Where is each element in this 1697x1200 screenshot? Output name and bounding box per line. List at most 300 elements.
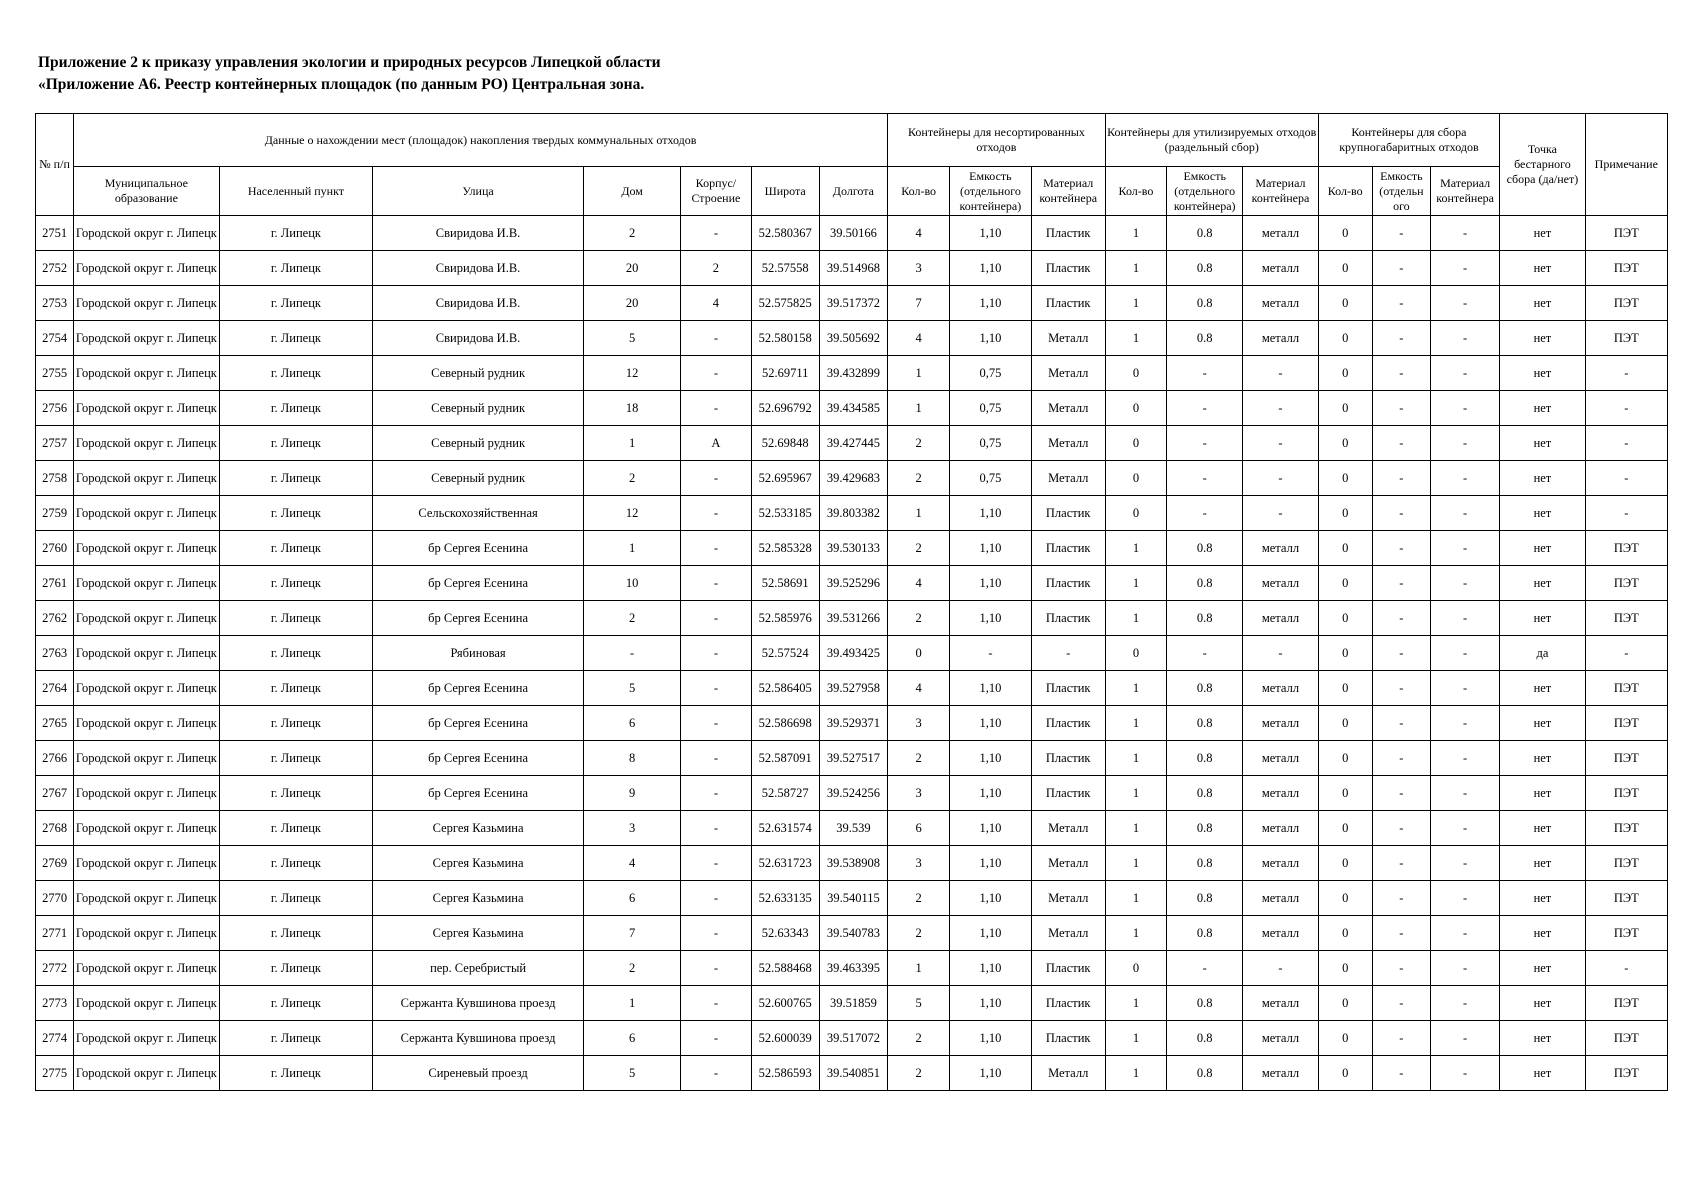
cell-recyclable-capacity: 0.8 <box>1167 601 1243 636</box>
cell-recyclable-capacity: 0.8 <box>1167 1056 1243 1091</box>
cell-num: 2773 <box>36 986 74 1021</box>
table-row <box>36 426 1668 461</box>
cell-bulky-material: - <box>1430 881 1499 916</box>
cell-street: Сергея Казьмина <box>373 846 584 881</box>
cell-unsorted-capacity: 1,10 <box>950 776 1031 811</box>
cell-unsorted-material: Металл <box>1031 461 1105 496</box>
header-street: Улица <box>373 167 584 216</box>
cell-house: 8 <box>583 741 680 776</box>
cell-note: ПЭТ <box>1585 846 1667 881</box>
cell-recyclable-capacity: 0.8 <box>1167 706 1243 741</box>
cell-house: 1 <box>583 426 680 461</box>
cell-bagless-point: да <box>1500 636 1585 671</box>
cell-settlement: г. Липецк <box>219 986 373 1021</box>
cell-unsorted-count: 3 <box>888 706 950 741</box>
cell-house: 12 <box>583 496 680 531</box>
cell-building: - <box>681 496 751 531</box>
cell-num: 2759 <box>36 496 74 531</box>
cell-unsorted-material: Пластик <box>1031 706 1105 741</box>
cell-bagless-point: нет <box>1500 846 1585 881</box>
cell-unsorted-count: 4 <box>888 671 950 706</box>
cell-settlement: г. Липецк <box>219 566 373 601</box>
header-bulky-count: Кол-во <box>1318 167 1372 216</box>
cell-building: - <box>681 1021 751 1056</box>
cell-unsorted-material: Пластик <box>1031 251 1105 286</box>
table-header <box>36 114 1668 216</box>
cell-longitude: 39.514968 <box>819 251 887 286</box>
cell-bulky-capacity: - <box>1372 706 1430 741</box>
cell-bulky-capacity: - <box>1372 356 1430 391</box>
cell-unsorted-count: 3 <box>888 776 950 811</box>
cell-recyclable-capacity: - <box>1167 461 1243 496</box>
cell-bulky-capacity: - <box>1372 776 1430 811</box>
cell-building: - <box>681 356 751 391</box>
cell-building: - <box>681 216 751 251</box>
cell-municipality: Городской округ г. Липецк <box>74 286 220 321</box>
cell-unsorted-count: 2 <box>888 881 950 916</box>
cell-bulky-count: 0 <box>1318 881 1372 916</box>
cell-street: бр Сергея Есенина <box>373 531 584 566</box>
cell-building: - <box>681 846 751 881</box>
cell-bulky-capacity: - <box>1372 286 1430 321</box>
cell-unsorted-material: Пластик <box>1031 566 1105 601</box>
cell-note: ПЭТ <box>1585 216 1667 251</box>
cell-recyclable-capacity: 0.8 <box>1167 986 1243 1021</box>
header-latitude: Широта <box>751 167 819 216</box>
cell-longitude: 39.531266 <box>819 601 887 636</box>
cell-recyclable-capacity: - <box>1167 426 1243 461</box>
document-title <box>38 52 661 96</box>
cell-recyclable-count: 1 <box>1105 251 1166 286</box>
cell-bagless-point: нет <box>1500 1056 1585 1091</box>
title-line-1: Приложение 2 к приказу управления экологии и природных ресурсов Липецкой области <box>38 54 661 71</box>
cell-recyclable-count: 1 <box>1105 216 1166 251</box>
cell-building: - <box>681 741 751 776</box>
cell-longitude: 39.427445 <box>819 426 887 461</box>
table-row <box>36 286 1668 321</box>
cell-unsorted-count: 2 <box>888 1056 950 1091</box>
cell-unsorted-material: Металл <box>1031 881 1105 916</box>
cell-building: - <box>681 916 751 951</box>
cell-street: Сергея Казьмина <box>373 916 584 951</box>
cell-note: - <box>1585 391 1667 426</box>
cell-bagless-point: нет <box>1500 741 1585 776</box>
table-row <box>36 1056 1668 1091</box>
cell-bagless-point: нет <box>1500 706 1585 741</box>
table-row <box>36 741 1668 776</box>
container-sites-registry-table <box>35 113 1668 1091</box>
cell-recyclable-material: металл <box>1243 286 1318 321</box>
table-row <box>36 811 1668 846</box>
cell-note: ПЭТ <box>1585 706 1667 741</box>
cell-recyclable-count: 1 <box>1105 916 1166 951</box>
cell-bagless-point: нет <box>1500 426 1585 461</box>
cell-municipality: Городской округ г. Липецк <box>74 1021 220 1056</box>
header-building: Корпус/ Строение <box>681 167 751 216</box>
cell-unsorted-count: 1 <box>888 951 950 986</box>
header-house: Дом <box>583 167 680 216</box>
cell-bagless-point: нет <box>1500 671 1585 706</box>
cell-num: 2767 <box>36 776 74 811</box>
table-row <box>36 916 1668 951</box>
cell-recyclable-material: металл <box>1243 531 1318 566</box>
cell-recyclable-count: 0 <box>1105 496 1166 531</box>
cell-bulky-material: - <box>1430 391 1499 426</box>
cell-bulky-material: - <box>1430 251 1499 286</box>
cell-bulky-capacity: - <box>1372 426 1430 461</box>
cell-bulky-count: 0 <box>1318 356 1372 391</box>
cell-unsorted-count: 0 <box>888 636 950 671</box>
cell-unsorted-capacity: 0,75 <box>950 391 1031 426</box>
cell-bulky-capacity: - <box>1372 601 1430 636</box>
cell-note: ПЭТ <box>1585 776 1667 811</box>
cell-building: - <box>681 531 751 566</box>
cell-unsorted-count: 3 <box>888 251 950 286</box>
cell-num: 2756 <box>36 391 74 426</box>
cell-street: бр Сергея Есенина <box>373 671 584 706</box>
cell-latitude: 52.575825 <box>751 286 819 321</box>
cell-bulky-capacity: - <box>1372 251 1430 286</box>
table-row <box>36 986 1668 1021</box>
cell-bulky-material: - <box>1430 776 1499 811</box>
cell-note: ПЭТ <box>1585 916 1667 951</box>
cell-building: - <box>681 321 751 356</box>
cell-recyclable-material: металл <box>1243 916 1318 951</box>
cell-building: - <box>681 706 751 741</box>
cell-unsorted-material: Металл <box>1031 426 1105 461</box>
cell-street: Сельскохозяйственная <box>373 496 584 531</box>
cell-unsorted-capacity: 1,10 <box>950 916 1031 951</box>
cell-note: ПЭТ <box>1585 1056 1667 1091</box>
cell-bagless-point: нет <box>1500 391 1585 426</box>
cell-bulky-material: - <box>1430 706 1499 741</box>
cell-latitude: 52.58727 <box>751 776 819 811</box>
cell-settlement: г. Липецк <box>219 1056 373 1091</box>
cell-bulky-count: 0 <box>1318 741 1372 776</box>
cell-unsorted-material: Пластик <box>1031 1021 1105 1056</box>
cell-note: ПЭТ <box>1585 601 1667 636</box>
cell-recyclable-material: металл <box>1243 706 1318 741</box>
cell-recyclable-capacity: 0.8 <box>1167 216 1243 251</box>
cell-latitude: 52.631574 <box>751 811 819 846</box>
cell-bulky-capacity: - <box>1372 391 1430 426</box>
cell-longitude: 39.529371 <box>819 706 887 741</box>
cell-municipality: Городской округ г. Липецк <box>74 811 220 846</box>
cell-longitude: 39.527958 <box>819 671 887 706</box>
cell-recyclable-count: 1 <box>1105 811 1166 846</box>
cell-building: - <box>681 881 751 916</box>
cell-bulky-count: 0 <box>1318 216 1372 251</box>
cell-municipality: Городской округ г. Липецк <box>74 951 220 986</box>
cell-longitude: 39.540115 <box>819 881 887 916</box>
cell-municipality: Городской округ г. Липецк <box>74 881 220 916</box>
cell-unsorted-material: - <box>1031 636 1105 671</box>
cell-bagless-point: нет <box>1500 286 1585 321</box>
cell-recyclable-material: - <box>1243 636 1318 671</box>
cell-building: - <box>681 391 751 426</box>
cell-num: 2763 <box>36 636 74 671</box>
cell-municipality: Городской округ г. Липецк <box>74 776 220 811</box>
cell-settlement: г. Липецк <box>219 391 373 426</box>
cell-recyclable-capacity: - <box>1167 356 1243 391</box>
cell-note: ПЭТ <box>1585 251 1667 286</box>
cell-bulky-material: - <box>1430 601 1499 636</box>
cell-longitude: 39.50166 <box>819 216 887 251</box>
cell-longitude: 39.524256 <box>819 776 887 811</box>
cell-bulky-capacity: - <box>1372 741 1430 776</box>
cell-municipality: Городской округ г. Липецк <box>74 426 220 461</box>
cell-recyclable-material: металл <box>1243 251 1318 286</box>
cell-bulky-count: 0 <box>1318 391 1372 426</box>
cell-note: ПЭТ <box>1585 881 1667 916</box>
cell-settlement: г. Липецк <box>219 496 373 531</box>
cell-recyclable-count: 1 <box>1105 1056 1166 1091</box>
table-row <box>36 846 1668 881</box>
header-num: № п/п <box>36 114 74 216</box>
header-municipality: Муниципальное образование <box>74 167 220 216</box>
cell-street: бр Сергея Есенина <box>373 601 584 636</box>
cell-unsorted-material: Пластик <box>1031 601 1105 636</box>
cell-unsorted-capacity: 1,10 <box>950 671 1031 706</box>
cell-street: Свиридова И.В. <box>373 286 584 321</box>
cell-bulky-capacity: - <box>1372 461 1430 496</box>
cell-longitude: 39.517372 <box>819 286 887 321</box>
cell-unsorted-count: 3 <box>888 846 950 881</box>
cell-unsorted-capacity: 1,10 <box>950 601 1031 636</box>
cell-latitude: 52.587091 <box>751 741 819 776</box>
cell-bulky-count: 0 <box>1318 776 1372 811</box>
cell-note: ПЭТ <box>1585 1021 1667 1056</box>
cell-house: 10 <box>583 566 680 601</box>
cell-recyclable-capacity: 0.8 <box>1167 671 1243 706</box>
cell-bulky-capacity: - <box>1372 951 1430 986</box>
cell-settlement: г. Липецк <box>219 881 373 916</box>
cell-street: Сиреневый проезд <box>373 1056 584 1091</box>
cell-building: 4 <box>681 286 751 321</box>
cell-municipality: Городской округ г. Липецк <box>74 216 220 251</box>
cell-bulky-material: - <box>1430 1056 1499 1091</box>
cell-bulky-capacity: - <box>1372 881 1430 916</box>
cell-street: Сергея Казьмина <box>373 881 584 916</box>
cell-num: 2758 <box>36 461 74 496</box>
cell-unsorted-count: 6 <box>888 811 950 846</box>
cell-unsorted-material: Металл <box>1031 356 1105 391</box>
cell-unsorted-capacity: 1,10 <box>950 1056 1031 1091</box>
cell-bulky-material: - <box>1430 566 1499 601</box>
cell-municipality: Городской округ г. Липецк <box>74 461 220 496</box>
cell-longitude: 39.429683 <box>819 461 887 496</box>
cell-house: 5 <box>583 671 680 706</box>
header-recyclable-group: Контейнеры для утилизируемых отходов (раздельный сбор) <box>1105 114 1318 167</box>
cell-recyclable-capacity: 0.8 <box>1167 916 1243 951</box>
cell-recyclable-capacity: - <box>1167 496 1243 531</box>
cell-street: бр Сергея Есенина <box>373 741 584 776</box>
cell-unsorted-capacity: 1,10 <box>950 986 1031 1021</box>
cell-recyclable-count: 1 <box>1105 986 1166 1021</box>
cell-street: бр Сергея Есенина <box>373 566 584 601</box>
cell-bagless-point: нет <box>1500 251 1585 286</box>
cell-num: 2760 <box>36 531 74 566</box>
cell-settlement: г. Липецк <box>219 741 373 776</box>
title-line-2: «Приложение А6. Реестр контейнерных площадок (по данным РО) Центральная зона. <box>38 76 645 93</box>
cell-unsorted-count: 5 <box>888 986 950 1021</box>
cell-municipality: Городской округ г. Липецк <box>74 1056 220 1091</box>
cell-municipality: Городской округ г. Липецк <box>74 846 220 881</box>
cell-bulky-capacity: - <box>1372 1021 1430 1056</box>
cell-bulky-material: - <box>1430 671 1499 706</box>
cell-street: Свиридова И.В. <box>373 216 584 251</box>
cell-recyclable-material: - <box>1243 461 1318 496</box>
cell-recyclable-material: металл <box>1243 776 1318 811</box>
cell-note: - <box>1585 951 1667 986</box>
cell-settlement: г. Липецк <box>219 846 373 881</box>
cell-bulky-material: - <box>1430 846 1499 881</box>
cell-num: 2766 <box>36 741 74 776</box>
header-unsorted-group: Контейнеры для несортированных отходов <box>888 114 1106 167</box>
cell-longitude: 39.538908 <box>819 846 887 881</box>
header-unsorted-capacity: Емкость (отдельного контейнера) <box>950 167 1031 216</box>
cell-municipality: Городской округ г. Липецк <box>74 496 220 531</box>
cell-recyclable-capacity: 0.8 <box>1167 776 1243 811</box>
cell-recyclable-material: металл <box>1243 846 1318 881</box>
cell-latitude: 52.63343 <box>751 916 819 951</box>
cell-latitude: 52.585976 <box>751 601 819 636</box>
cell-bagless-point: нет <box>1500 531 1585 566</box>
cell-bulky-material: - <box>1430 426 1499 461</box>
cell-recyclable-capacity: - <box>1167 951 1243 986</box>
cell-num: 2775 <box>36 1056 74 1091</box>
cell-latitude: 52.580158 <box>751 321 819 356</box>
cell-bagless-point: нет <box>1500 601 1585 636</box>
cell-recyclable-count: 0 <box>1105 426 1166 461</box>
cell-unsorted-capacity: 1,10 <box>950 321 1031 356</box>
cell-unsorted-capacity: 1,10 <box>950 531 1031 566</box>
cell-municipality: Городской округ г. Липецк <box>74 916 220 951</box>
cell-bagless-point: нет <box>1500 496 1585 531</box>
cell-note: ПЭТ <box>1585 286 1667 321</box>
cell-bagless-point: нет <box>1500 1021 1585 1056</box>
cell-unsorted-material: Пластик <box>1031 531 1105 566</box>
cell-municipality: Городской округ г. Липецк <box>74 741 220 776</box>
header-bulky-capacity: Емкость (отдельн ого <box>1372 167 1430 216</box>
cell-recyclable-capacity: 0.8 <box>1167 881 1243 916</box>
cell-num: 2752 <box>36 251 74 286</box>
cell-unsorted-count: 2 <box>888 1021 950 1056</box>
header-unsorted-material: Материал контейнера <box>1031 167 1105 216</box>
header-bagless-point: Точка бестарного сбора (да/нет) <box>1500 114 1585 216</box>
cell-recyclable-capacity: 0.8 <box>1167 846 1243 881</box>
cell-longitude: 39.530133 <box>819 531 887 566</box>
cell-bulky-count: 0 <box>1318 426 1372 461</box>
cell-municipality: Городской округ г. Липецк <box>74 601 220 636</box>
cell-unsorted-material: Пластик <box>1031 776 1105 811</box>
cell-bulky-material: - <box>1430 1021 1499 1056</box>
cell-unsorted-count: 7 <box>888 286 950 321</box>
cell-note: ПЭТ <box>1585 811 1667 846</box>
cell-recyclable-material: - <box>1243 426 1318 461</box>
cell-bulky-capacity: - <box>1372 1056 1430 1091</box>
cell-note: ПЭТ <box>1585 321 1667 356</box>
cell-settlement: г. Липецк <box>219 951 373 986</box>
cell-recyclable-capacity: 0.8 <box>1167 566 1243 601</box>
cell-recyclable-count: 1 <box>1105 776 1166 811</box>
cell-bulky-capacity: - <box>1372 636 1430 671</box>
cell-municipality: Городской округ г. Липецк <box>74 251 220 286</box>
cell-building: - <box>681 671 751 706</box>
header-recyclable-count: Кол-во <box>1105 167 1166 216</box>
cell-note: - <box>1585 356 1667 391</box>
header-recyclable-material: Материал контейнера <box>1243 167 1318 216</box>
cell-note: - <box>1585 461 1667 496</box>
cell-unsorted-count: 2 <box>888 916 950 951</box>
cell-unsorted-material: Металл <box>1031 811 1105 846</box>
cell-house: 6 <box>583 881 680 916</box>
cell-bagless-point: нет <box>1500 951 1585 986</box>
cell-unsorted-material: Пластик <box>1031 671 1105 706</box>
cell-longitude: 39.539 <box>819 811 887 846</box>
cell-house: 1 <box>583 986 680 1021</box>
cell-municipality: Городской округ г. Липецк <box>74 566 220 601</box>
cell-settlement: г. Липецк <box>219 1021 373 1056</box>
cell-bulky-count: 0 <box>1318 496 1372 531</box>
cell-unsorted-capacity: 0,75 <box>950 461 1031 496</box>
cell-municipality: Городской округ г. Липецк <box>74 636 220 671</box>
cell-bulky-count: 0 <box>1318 986 1372 1021</box>
cell-latitude: 52.586405 <box>751 671 819 706</box>
cell-unsorted-capacity: 1,10 <box>950 216 1031 251</box>
cell-bulky-count: 0 <box>1318 916 1372 951</box>
cell-latitude: 52.631723 <box>751 846 819 881</box>
cell-bulky-count: 0 <box>1318 531 1372 566</box>
table-row <box>36 216 1668 251</box>
cell-recyclable-capacity: 0.8 <box>1167 741 1243 776</box>
header-recyclable-capacity: Емкость (отдельного контейнера) <box>1167 167 1243 216</box>
cell-longitude: 39.463395 <box>819 951 887 986</box>
cell-bagless-point: нет <box>1500 216 1585 251</box>
table-row <box>36 951 1668 986</box>
cell-bulky-capacity: - <box>1372 916 1430 951</box>
cell-building: - <box>681 1056 751 1091</box>
cell-settlement: г. Липецк <box>219 776 373 811</box>
cell-bagless-point: нет <box>1500 776 1585 811</box>
header-bulky-material: Материал контейнера <box>1430 167 1499 216</box>
cell-unsorted-material: Металл <box>1031 916 1105 951</box>
cell-house: 1 <box>583 531 680 566</box>
cell-unsorted-capacity: 1,10 <box>950 1021 1031 1056</box>
cell-recyclable-count: 0 <box>1105 356 1166 391</box>
cell-bulky-material: - <box>1430 461 1499 496</box>
cell-num: 2774 <box>36 1021 74 1056</box>
cell-bulky-count: 0 <box>1318 286 1372 321</box>
cell-latitude: 52.695967 <box>751 461 819 496</box>
cell-unsorted-count: 1 <box>888 496 950 531</box>
cell-unsorted-capacity: 1,10 <box>950 251 1031 286</box>
cell-building: - <box>681 811 751 846</box>
cell-note: ПЭТ <box>1585 986 1667 1021</box>
cell-bulky-material: - <box>1430 986 1499 1021</box>
table-row <box>36 671 1668 706</box>
header-bulky-group: Контейнеры для сбора крупногабаритных отходов <box>1318 114 1500 167</box>
cell-unsorted-material: Пластик <box>1031 216 1105 251</box>
cell-latitude: 52.57558 <box>751 251 819 286</box>
cell-unsorted-capacity: 1,10 <box>950 566 1031 601</box>
cell-num: 2768 <box>36 811 74 846</box>
cell-latitude: 52.585328 <box>751 531 819 566</box>
cell-recyclable-count: 1 <box>1105 531 1166 566</box>
cell-recyclable-capacity: 0.8 <box>1167 286 1243 321</box>
cell-num: 2751 <box>36 216 74 251</box>
cell-recyclable-material: - <box>1243 391 1318 426</box>
